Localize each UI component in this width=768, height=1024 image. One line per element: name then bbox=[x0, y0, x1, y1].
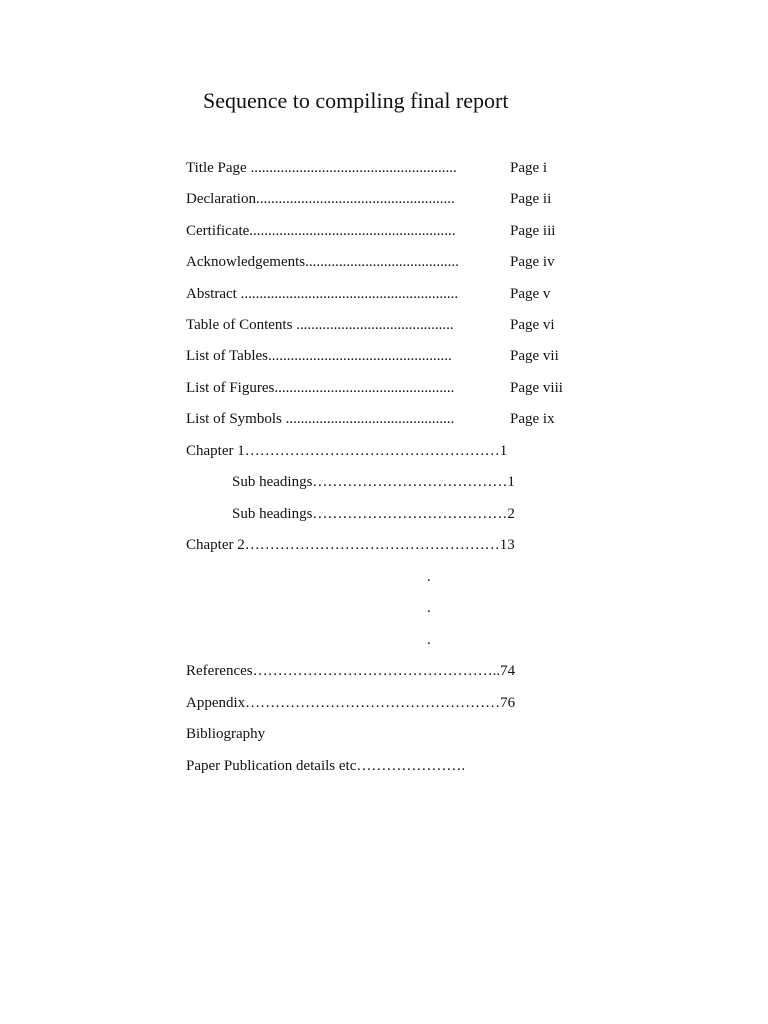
continuation-dot: . bbox=[427, 632, 431, 648]
toc-appendix: Appendix……………………………………………76 bbox=[186, 695, 516, 711]
toc-page-abstract: Page v bbox=[510, 286, 551, 302]
toc-paper-publication: Paper Publication details etc…………………. bbox=[186, 758, 466, 774]
toc-entry-certificate: Certificate....................................................... bbox=[186, 223, 456, 239]
toc-page-list-of-symbols: Page ix bbox=[510, 411, 555, 427]
toc-entry-list-of-symbols: List of Symbols ............................................. bbox=[186, 411, 455, 427]
toc-bibliography: Bibliography bbox=[186, 726, 266, 742]
toc-page-list-of-figures: Page viii bbox=[510, 380, 563, 396]
document-title: Sequence to compiling final report bbox=[203, 88, 509, 113]
toc-entry-abstract: Abstract .......................................................... bbox=[186, 286, 459, 302]
toc-entry-acknowledgements: Acknowledgements......................................... bbox=[186, 254, 459, 270]
toc-chapter-1: Chapter 1……………………………………………1 bbox=[186, 443, 508, 459]
toc-page-list-of-tables: Page vii bbox=[510, 348, 559, 364]
toc-entry-list-of-figures: List of Figures................................................ bbox=[186, 380, 455, 396]
toc-page-table-of-contents: Page vi bbox=[510, 317, 555, 333]
toc-page-acknowledgements: Page iv bbox=[510, 254, 555, 270]
continuation-dot: . bbox=[427, 569, 431, 585]
toc-entry-table-of-contents: Table of Contents .......................................... bbox=[186, 317, 454, 333]
toc-page-title-page: Page i bbox=[510, 160, 548, 176]
toc-entry-list-of-tables: List of Tables................................................. bbox=[186, 348, 452, 364]
toc-page-certificate: Page iii bbox=[510, 223, 556, 239]
toc-entry-declaration: Declaration..................................................... bbox=[186, 191, 455, 207]
toc-page-declaration: Page ii bbox=[510, 191, 552, 207]
continuation-dot: . bbox=[427, 600, 431, 616]
toc-subheading-1: Sub headings…………………………………1 bbox=[232, 474, 515, 490]
toc-chapter-2: Chapter 2……………………………………………13 bbox=[186, 537, 515, 553]
toc-subheading-2: Sub headings…………………………………2 bbox=[232, 506, 515, 522]
toc-references: References…………………………………………..74 bbox=[186, 663, 516, 679]
toc-entry-title-page: Title Page ....................................................... bbox=[186, 160, 457, 176]
